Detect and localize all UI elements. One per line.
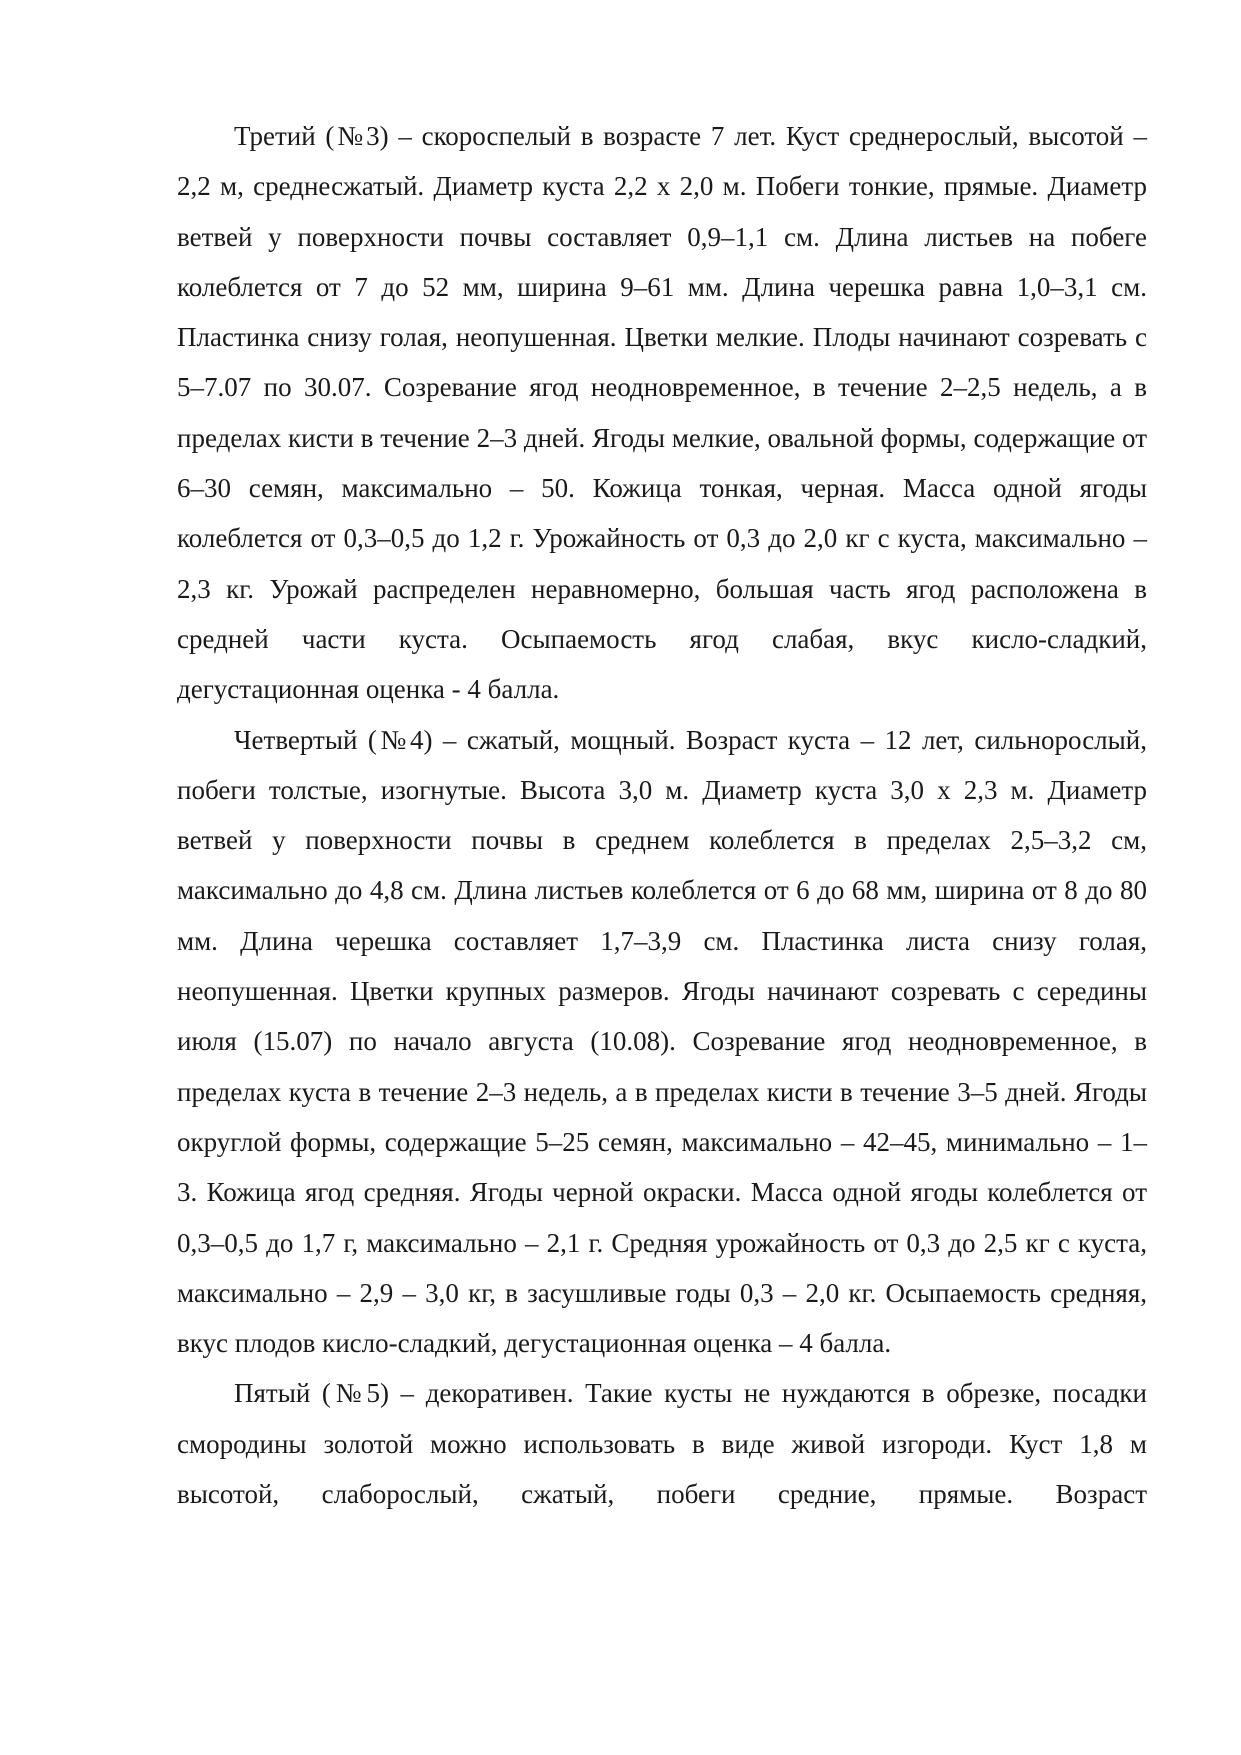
paragraph-bush-3: Третий (№3) – скороспелый в возрасте 7 лет. Куст среднерослый, высотой – 2,2 м, среднесжатый. Диаметр куста 2,2 х 2,0 м. Побеги тонкие, прямые. Диаметр ветвей у поверхности почвы составляет 0,9–1,1 см. Длина листьев на побеге колеблется от 7 до 52 мм, ширина 9–61 мм. Длина черешка равна 1,0–3,1 см. Пластинка снизу голая, неопушенная. Цветки мелкие. Плоды начинают созревать с 5–7.07 по 30.07. Созревание ягод неодновременное, в течение 2–2,5 недель, а в пределах кисти в течение 2–3 дней. Ягоды мелкие, овальной формы, содержащие от 6–30 семян, максимально – 50. Кожица тонкая, черная. Масса одной ягоды колеблется от 0,3–0,5 до 1,2 г. Урожайность от 0,3 до 2,0 кг с куста, максимально – 2,3 кг. Урожай распределен неравномерно, большая часть ягод расположена в средней части куста. Осыпаемость ягод слабая, вкус кисло-сладкий, дегустационная оценка - 4 балла. bbox=[177, 121, 1147, 705]
body-text bbox=[177, 111, 1147, 1519]
paragraph-bush-4: Четвертый (№4) – сжатый, мощный. Возраст куста – 12 лет, сильнорослый, побеги толстые, изогнутые. Высота 3,0 м. Диаметр куста 3,0 х 2,3 м. Диаметр ветвей у поверхности почвы в среднем колеблется в пределах 2,5–3,2 см, максимально до 4,8 см. Длина листьев колеблется от 6 до 68 мм, ширина от 8 до 80 мм. Длина черешка составляет 1,7–3,9 см. Пластинка листа снизу голая, неопушенная. Цветки крупных размеров. Ягоды начинают созревать с середины июля (15.07) по начало августа (10.08). Созревание ягод неодновременное, в пределах куста в течение 2–3 недель, а в пределах кисти в течение 3–5 дней. Ягоды округлой формы, содержащие 5–25 семян, максимально – 42–45, минимально – 1–3. Кожица ягод средняя. Ягоды черной окраски. Масса одной ягоды колеблется от 0,3–0,5 до 1,7 г, максимально – 2,1 г. Средняя урожайность от 0,3 до 2,5 кг с куста, максимально – 2,9 – 3,0 кг, в засушливые годы 0,3 – 2,0 кг. Осыпаемость средняя, вкус плодов кисло-сладкий, дегустационная оценка – 4 балла. bbox=[177, 724, 1147, 1359]
paragraph-bush-5: Пятый (№5) – декоративен. Такие кусты не нуждаются в обрезке, посадки смородины золотой можно использовать в виде живой изгороди. Куст 1,8 м высотой, слаборослый, сжатый, побеги средние, прямые. Возраст bbox=[177, 1378, 1147, 1510]
